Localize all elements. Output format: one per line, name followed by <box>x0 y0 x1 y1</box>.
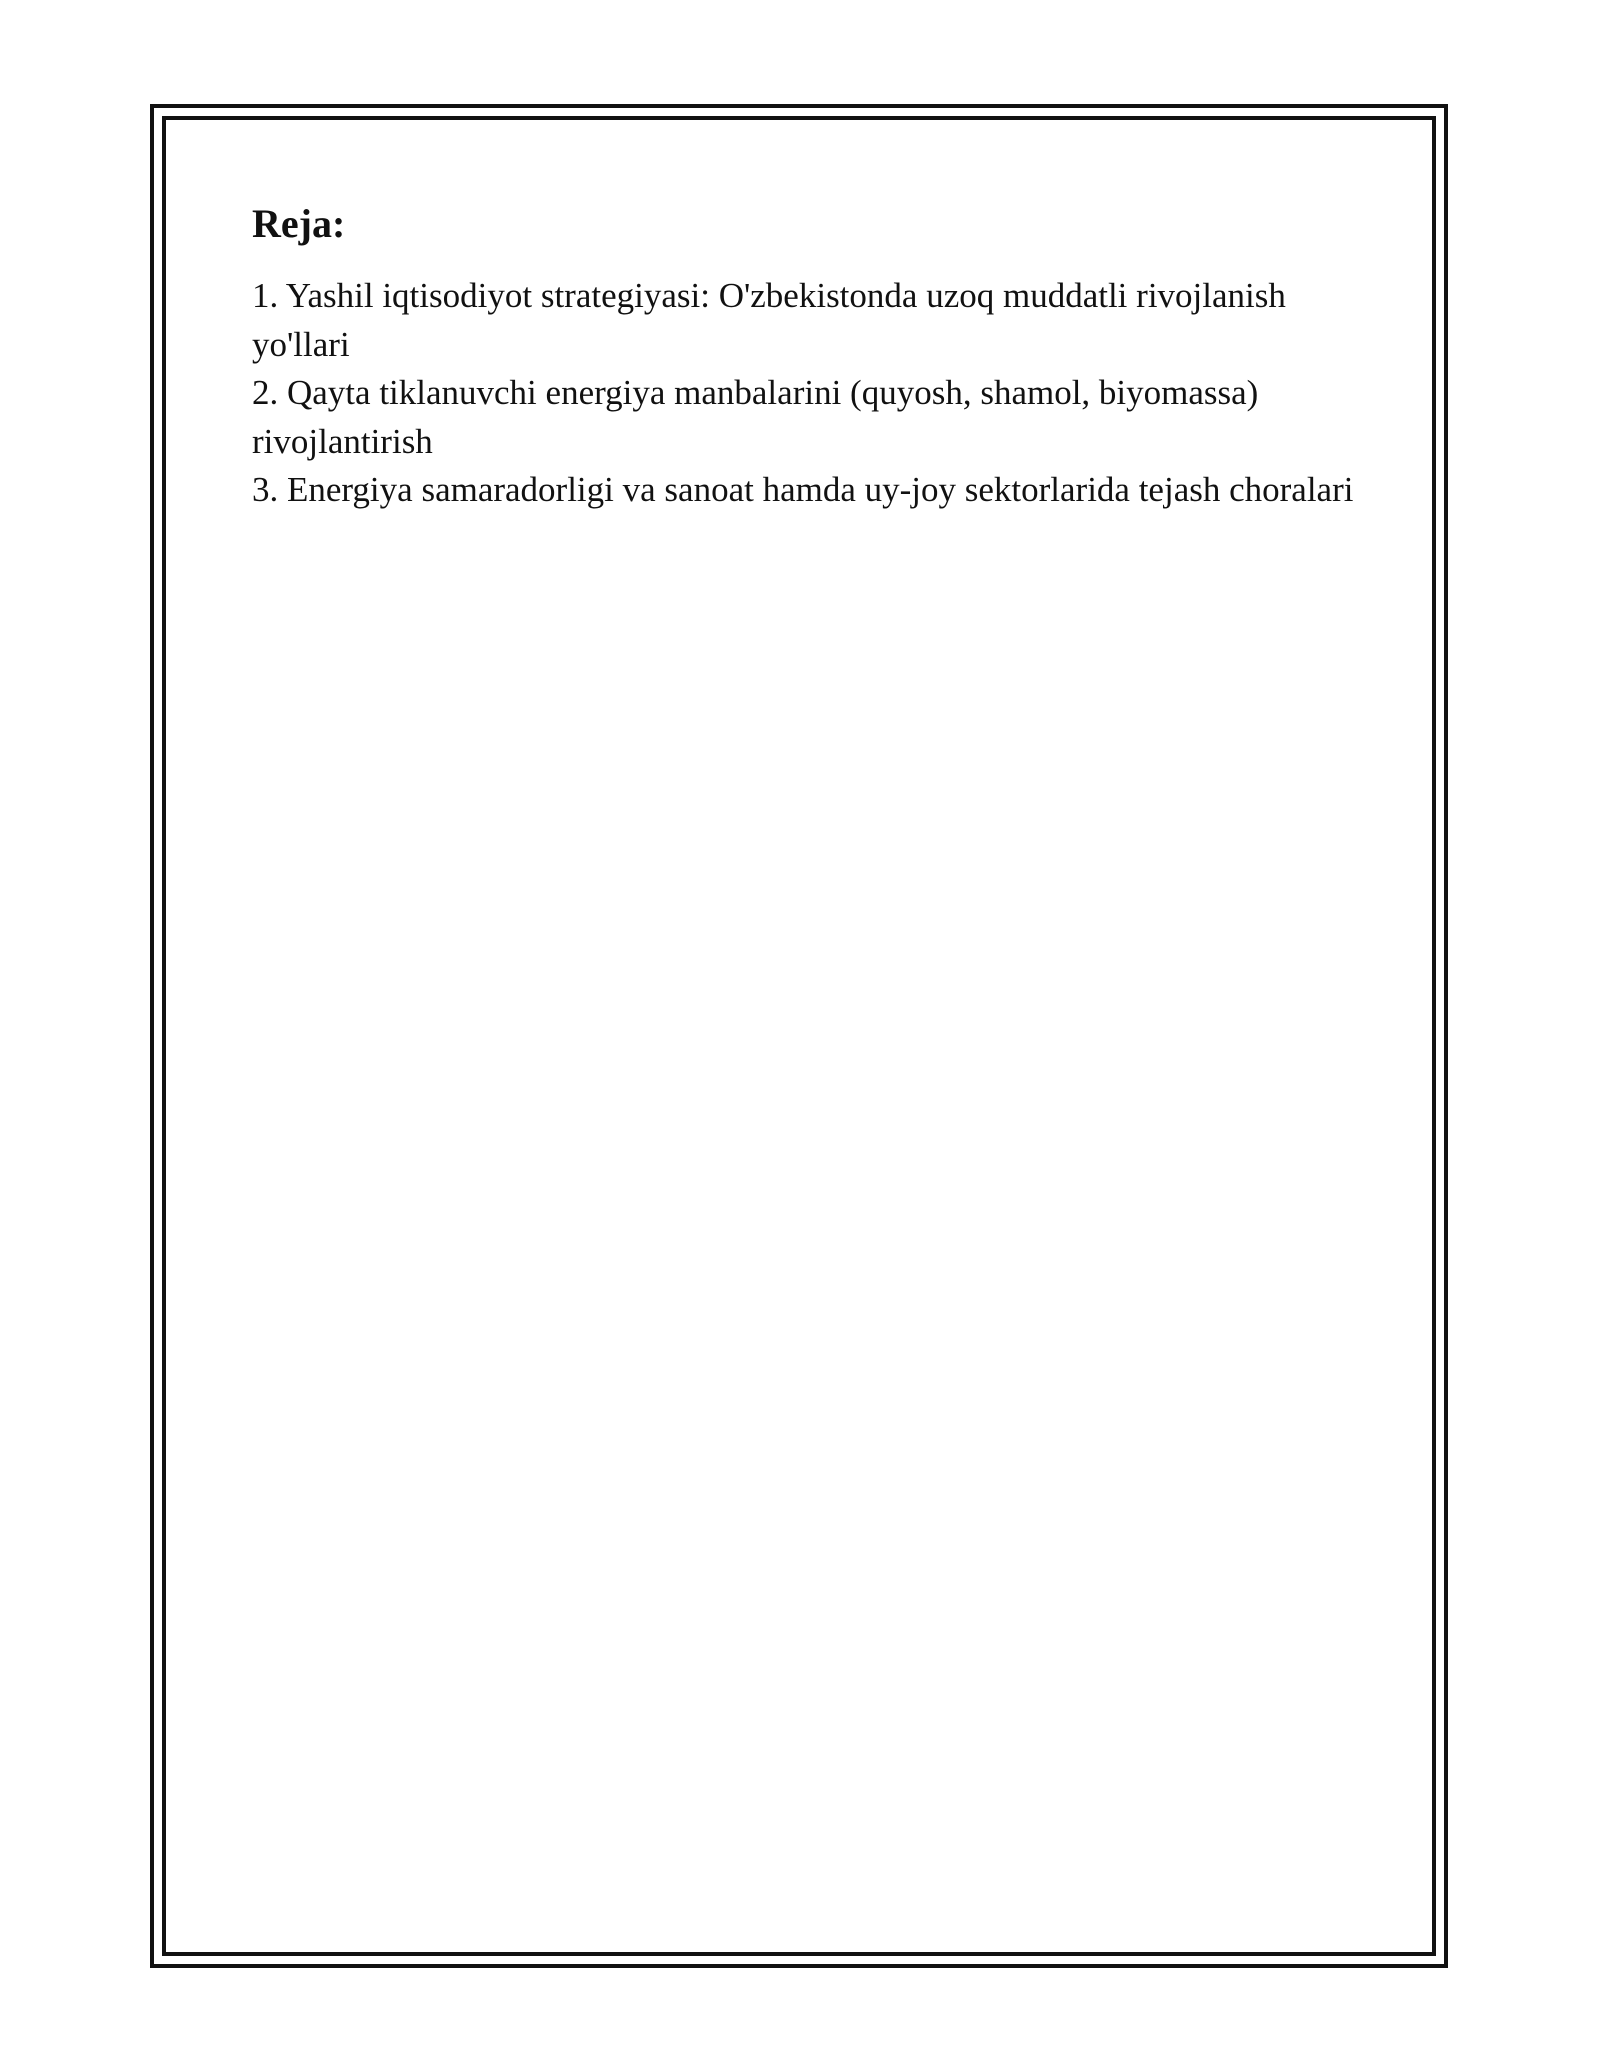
plan-item-3: 3. Energiya samaradorligi va sanoat hamda uy-joy sektorlarida tejash choralari <box>252 470 1354 509</box>
page-border-inner <box>162 116 1436 1956</box>
plan-list <box>252 272 1362 515</box>
page-content <box>252 200 1362 515</box>
plan-item-1: 1. Yashil iqtisodiyot strategiyasi: O'zbekistonda uzoq muddatli rivojlanish yo'llari <box>252 276 1286 364</box>
plan-heading: Reja: <box>252 201 346 246</box>
page-border-outer <box>150 104 1448 1968</box>
plan-item-2: 2. Qayta tiklanuvchi energiya manbalarini (quyosh, shamol, biyomassa) rivojlantirish <box>252 373 1259 461</box>
